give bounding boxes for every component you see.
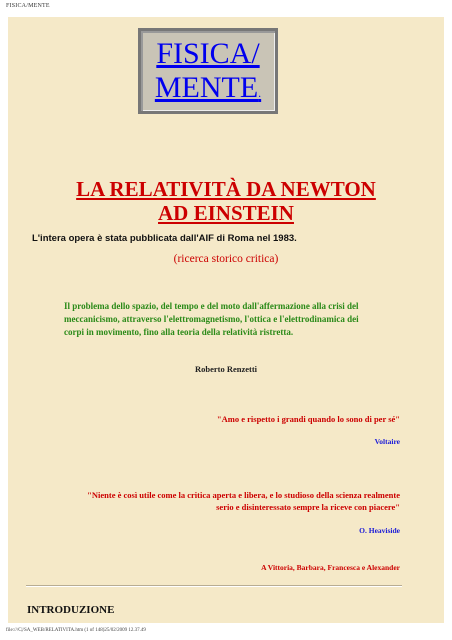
article-subtitle: (ricerca storico critica) [173, 253, 279, 265]
article-title-line1: LA RELATIVITÀ DA NEWTON [76, 177, 376, 201]
quote-attribution-heaviside: O. Heaviside [359, 526, 400, 535]
author-name: Roberto Renzetti [194, 364, 258, 374]
logo-link-mente[interactable] [141, 71, 275, 110]
section-heading-introduction: INTRODUZIONE [27, 604, 115, 616]
article-title [8, 177, 444, 225]
article-title-line2: AD EINSTEIN [158, 201, 294, 225]
page-content [8, 17, 444, 623]
site-logo-box[interactable] [138, 28, 278, 114]
logo-mente-text: MENTE [154, 71, 259, 104]
dedication: A Vittoria, Barbara, Francesca e Alexander [261, 563, 400, 572]
horizontal-divider [26, 585, 402, 587]
quote-voltaire: "Amo e rispetto i grandi quando lo sono di per sé" [216, 414, 400, 424]
article-abstract: Il problema dello spazio, del tempo e del moto dall'affermazione alla crisi del meccanicismo, attraverso l'elettromagnetismo, l'ottica e l'elettrodinamica dei corpi in movimento, fino alla teoria della relatività ristretta. [64, 301, 359, 337]
quote-heaviside: "Niente è così utile come la critica aperta e libera, e lo studioso della scienza realmente serio e disinteressato sempre la riceve con piacere" [87, 490, 400, 512]
print-footer: file:///C|/SA_WEB/RELATIVITA.htm (1 of 148)25/02/2009 12.37.49 [6, 628, 146, 633]
logo-link-fisica[interactable]: FISICA/ [156, 37, 260, 70]
print-header: FISICA/MENTE [6, 3, 50, 9]
quote-attribution-voltaire: Voltaire [374, 437, 400, 446]
logo-trailing-dot: . [258, 86, 262, 100]
publication-note: L'intera opera è stata pubblicata dall'AIF di Roma nel 1983. [32, 233, 297, 244]
